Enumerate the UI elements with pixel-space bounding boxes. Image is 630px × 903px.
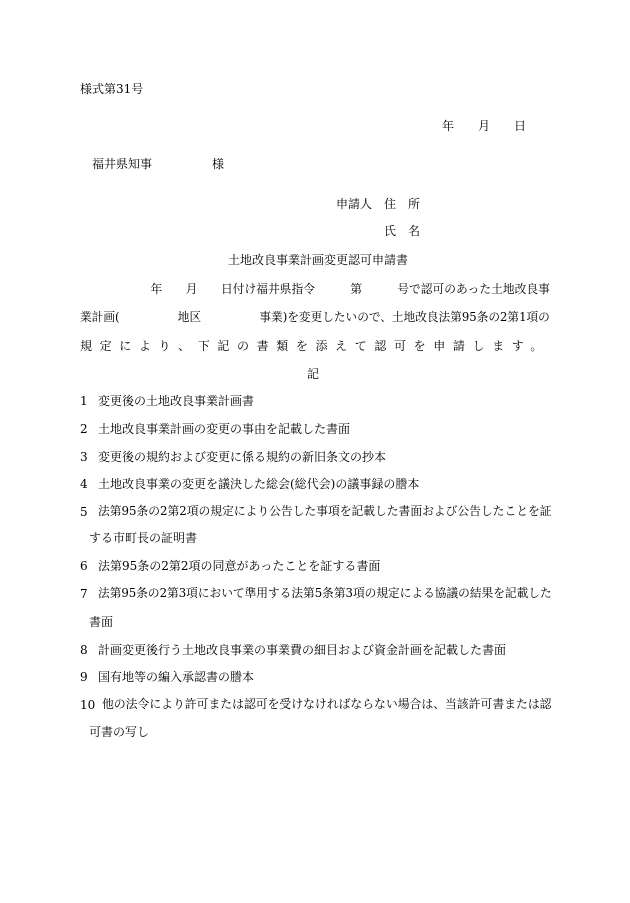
item-7-number: 7 [80, 587, 88, 601]
document-title: 土地改良事業計画変更認可申請書 [228, 253, 409, 267]
item-10-number: 10 [80, 698, 96, 712]
item-2-number: 2 [80, 422, 88, 436]
item-2-text: 土地改良事業計画の変更の事由を記載した書面 [98, 422, 351, 436]
item-1-text: 変更後の土地改良事業計画書 [98, 394, 255, 408]
item-7-continuation: 書面 [89, 615, 114, 629]
addressee: 福井県知事 様 [92, 157, 225, 171]
item-6-text: 法第95条の2第2項の同意があったことを証する書面 [98, 559, 381, 573]
date-line: 年 月 日 [442, 119, 527, 133]
applicant-name-label: 氏 名 [384, 224, 421, 238]
ki-heading: 記 [307, 367, 320, 381]
item-9-text: 国有地等の編入承認書の謄本 [98, 670, 255, 684]
item-4-number: 4 [80, 477, 88, 491]
applicant-address-label: 申請人 住 所 [336, 197, 421, 211]
item-5-continuation: する市町長の証明書 [89, 531, 198, 545]
form-number: 様式第31号 [80, 82, 144, 96]
item-10-text: 他の法令により許可または認可を受けなければならない場合は、当該許可書または認 [102, 697, 552, 711]
item-5-number: 5 [80, 505, 88, 519]
item-3-text: 変更後の規約および変更に係る規約の新旧条文の抄本 [98, 450, 387, 464]
item-3-number: 3 [80, 450, 88, 464]
item-9-number: 9 [80, 670, 88, 684]
item-6-number: 6 [80, 559, 88, 573]
item-5-text: 法第95条の2第2項の規定により公告した事項を記載した書面および公告したことを証 [98, 504, 552, 518]
item-8-text: 計画変更後行う土地改良事業の事業費の細目および資金計画を記載した書面 [98, 643, 507, 657]
item-10-continuation: 可書の写し [89, 725, 150, 739]
body-line-1: 年 月 日付け福井県指令 第 号で認可のあった土地改良事 [80, 282, 550, 296]
item-4-text: 土地改良事業の変更を議決した総会(総代会)の議事録の謄本 [98, 477, 420, 491]
item-1-number: 1 [80, 394, 88, 408]
item-8-number: 8 [80, 643, 88, 657]
body-line-2: 業計画( 地区 事業)を変更したいので、土地改良法第95条の2第1項の [80, 310, 550, 324]
item-7-text: 法第95条の2第3項において準用する法第5条第3項の規定による協議の結果を記載した [98, 586, 552, 600]
body-line-3: 規定により、下記の書類を添えて認可を申請します。 [80, 339, 550, 353]
